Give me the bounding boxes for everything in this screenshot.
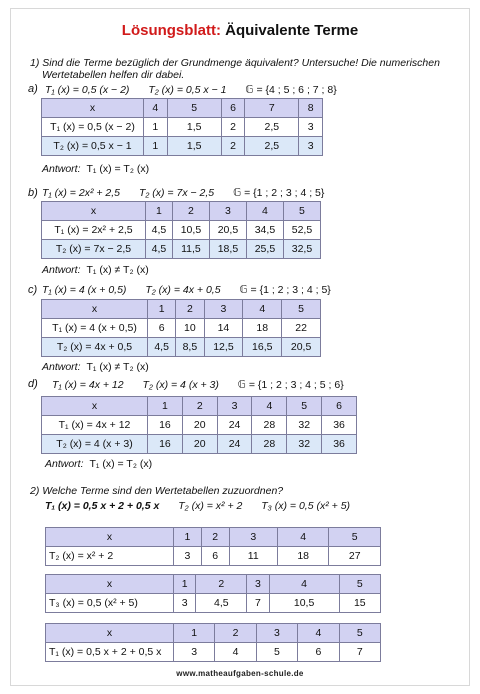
table-cell: 6 <box>298 643 339 662</box>
part-d-label: d) <box>28 378 38 390</box>
table-cell: 7 <box>245 99 299 118</box>
part-c-domain: 𝔾 = {1 ; 2 ; 3 ; 4 ; 5} <box>239 284 331 296</box>
table-cell: 36 <box>322 416 357 435</box>
table-cell: 3 <box>247 575 269 594</box>
table-cell: 1 <box>148 300 176 319</box>
part-b-t2: T₂ (x) = 7x − 2,5 <box>138 187 215 199</box>
table-row <box>46 643 381 662</box>
table-cell: 4,5 <box>148 338 176 357</box>
part-a-definitions <box>45 84 353 96</box>
table-cell: 16,5 <box>243 338 282 357</box>
table-cell: x <box>46 624 174 643</box>
task1-question: 1) Sind die Terme bezüglich der Grundmenge äquivalent? Untersuche! Die numerischen <box>30 57 440 69</box>
table-cell: 5 <box>283 202 320 221</box>
table-cell: 20,5 <box>282 338 321 357</box>
table-header-row <box>42 300 321 319</box>
table-cell: 22 <box>282 319 321 338</box>
table-cell: x <box>42 300 148 319</box>
table-cell: 12,5 <box>204 338 243 357</box>
table-row <box>42 435 357 454</box>
table-cell: 3 <box>299 137 323 156</box>
table-cell: 32 <box>287 416 322 435</box>
task2-question: 2) Welche Terme sind den Wertetabellen zuzuordnen? <box>30 485 284 497</box>
table-cell: 4 <box>243 300 282 319</box>
answer-label: Antwort: <box>42 163 81 175</box>
part-d-t2: T₂ (x) = 4 (x + 3) <box>142 379 219 391</box>
table-cell: 1,5 <box>167 118 221 137</box>
part-d-answer <box>45 458 152 470</box>
part-b-domain: 𝔾 = {1 ; 2 ; 3 ; 4 ; 5} <box>233 187 325 199</box>
row-header: T₂ (x) = 4x + 0,5 <box>42 338 148 357</box>
table-cell: 3 <box>174 547 202 566</box>
table-cell: 18 <box>277 547 329 566</box>
table-cell: 16 <box>148 435 183 454</box>
table-cell: 1 <box>148 397 183 416</box>
part-c-definitions <box>42 284 347 296</box>
table-header-row <box>46 575 381 594</box>
table-cell: 10,5 <box>269 594 339 613</box>
table-cell: 3 <box>174 594 196 613</box>
table-cell: 8 <box>299 99 323 118</box>
part-b-table <box>41 201 321 259</box>
answer-expression: T₁ (x) = T₂ (x) <box>86 163 150 175</box>
part-c-t1: T₁ (x) = 4 (x + 0,5) <box>42 284 127 296</box>
table-cell: x <box>42 397 148 416</box>
table-cell: 6 <box>322 397 357 416</box>
title-prefix: Lösungsblatt: <box>121 22 221 39</box>
table-cell: 2 <box>176 300 204 319</box>
part-d-definitions <box>52 379 360 391</box>
table-cell: 5 <box>167 99 221 118</box>
table-cell: 1,5 <box>167 137 221 156</box>
table-row <box>42 240 321 259</box>
answer-label: Antwort: <box>45 458 84 470</box>
table-cell: 4 <box>298 624 339 643</box>
part-a-label: a) <box>28 83 38 95</box>
table-row <box>46 547 381 566</box>
table-cell: 8,5 <box>176 338 204 357</box>
table-cell: 25,5 <box>246 240 283 259</box>
part-a-domain: 𝔾 = {4 ; 5 ; 6 ; 7 ; 8} <box>245 84 337 96</box>
table-cell: 4,5 <box>146 221 173 240</box>
table-cell: 1 <box>174 528 202 547</box>
table-cell: 20 <box>182 435 217 454</box>
answer-expression: T₁ (x) ≠ T₂ (x) <box>86 361 149 373</box>
table-cell: 4 <box>215 643 256 662</box>
table-row <box>46 594 381 613</box>
part-d-table <box>41 396 357 454</box>
part-c-answer <box>42 361 149 373</box>
table-cell: 52,5 <box>283 221 320 240</box>
table-header-row <box>42 397 357 416</box>
table-cell: 4 <box>144 99 168 118</box>
task1-question-line2: Wertetabellen helfen dir dabei. <box>42 69 185 81</box>
table-cell: 20 <box>182 416 217 435</box>
table-cell: 4 <box>246 202 283 221</box>
table-cell: 32,5 <box>283 240 320 259</box>
table-cell: x <box>42 202 146 221</box>
table-cell: 24 <box>217 416 252 435</box>
table-cell: 1 <box>144 118 168 137</box>
table-cell: 32 <box>287 435 322 454</box>
table-row <box>42 118 323 137</box>
footer-url: www.matheaufgaben-schule.de <box>176 669 304 678</box>
table-cell: 2,5 <box>245 137 299 156</box>
task2-table-2 <box>45 574 381 613</box>
part-a-table <box>41 98 323 156</box>
table-cell: 3 <box>256 624 297 643</box>
part-b-t1: T₁ (x) = 2x² + 2,5 <box>42 187 121 199</box>
table-cell: 14 <box>204 319 243 338</box>
table-cell: 5 <box>256 643 297 662</box>
table-cell: 1 <box>144 137 168 156</box>
table-cell: 27 <box>329 547 381 566</box>
table-cell: 3 <box>209 202 246 221</box>
table-cell: 2 <box>182 397 217 416</box>
table-cell: 3 <box>174 643 215 662</box>
part-b-label: b) <box>28 187 38 199</box>
table-header-row <box>46 528 381 547</box>
table-row <box>42 338 321 357</box>
part-c-label: c) <box>28 284 38 296</box>
row-header: T₁ (x) = 0,5 x + 2 + 0,5 x <box>46 643 174 662</box>
part-a-answer <box>42 163 149 175</box>
table-cell: 2 <box>201 528 229 547</box>
table-cell: 4 <box>277 528 329 547</box>
row-header: T₁ (x) = 4 (x + 0,5) <box>42 319 148 338</box>
table-cell: 2 <box>172 202 209 221</box>
table-cell: 28 <box>252 416 287 435</box>
answer-label: Antwort: <box>42 264 81 276</box>
answer-expression: T₁ (x) = T₂ (x) <box>89 458 153 470</box>
table-cell: 15 <box>339 594 380 613</box>
part-d-domain: 𝔾 = {1 ; 2 ; 3 ; 4 ; 5 ; 6} <box>237 379 344 391</box>
table-cell: 5 <box>339 575 380 594</box>
table-cell: 5 <box>339 624 380 643</box>
table-header-row <box>42 99 323 118</box>
part-b-definitions <box>42 187 340 199</box>
task2-t1: T₁ (x) = 0,5 x + 2 + 0,5 x <box>45 500 160 512</box>
table-cell: 2,5 <box>245 118 299 137</box>
row-header: T₃ (x) = 0,5 (x² + 5) <box>46 594 174 613</box>
table-cell: 4,5 <box>196 594 247 613</box>
table-cell: 24 <box>217 435 252 454</box>
table-cell: 4 <box>269 575 339 594</box>
table-cell: 36 <box>322 435 357 454</box>
part-a-t1: T₁ (x) = 0,5 (x − 2) <box>45 84 130 96</box>
answer-label: Antwort: <box>42 361 81 373</box>
table-cell: 5 <box>282 300 321 319</box>
table-cell: 3 <box>204 300 243 319</box>
table-row <box>42 319 321 338</box>
title-main: Äquivalente Terme <box>225 22 359 39</box>
table-cell: 28 <box>252 435 287 454</box>
table-header-row <box>46 624 381 643</box>
task2-definitions <box>45 500 366 512</box>
table-cell: 1 <box>174 575 196 594</box>
part-a-t2: T₂ (x) = 0,5 x − 1 <box>148 84 227 96</box>
table-cell: 4 <box>252 397 287 416</box>
row-header: T₁ (x) = 4x + 12 <box>42 416 148 435</box>
table-row <box>42 137 323 156</box>
table-cell: 2 <box>221 137 245 156</box>
table-cell: 18 <box>243 319 282 338</box>
row-header: T₁ (x) = 2x² + 2,5 <box>42 221 146 240</box>
table-cell: 4,5 <box>146 240 173 259</box>
table-cell: 10,5 <box>172 221 209 240</box>
table-cell: 6 <box>148 319 176 338</box>
part-c-table <box>41 299 321 357</box>
table-cell: 3 <box>229 528 277 547</box>
part-c-t2: T₂ (x) = 4x + 0,5 <box>145 284 221 296</box>
row-header: T₂ (x) = x² + 2 <box>46 547 174 566</box>
table-cell: 18,5 <box>209 240 246 259</box>
task2-table-3 <box>45 623 381 662</box>
table-cell: 6 <box>201 547 229 566</box>
task2-table-1 <box>45 527 381 566</box>
answer-expression: T₁ (x) ≠ T₂ (x) <box>86 264 149 276</box>
table-cell: 5 <box>329 528 381 547</box>
row-header: T₂ (x) = 0,5 x − 1 <box>42 137 144 156</box>
table-cell: 1 <box>174 624 215 643</box>
table-row <box>42 416 357 435</box>
row-header: T₂ (x) = 7x − 2,5 <box>42 240 146 259</box>
table-cell: 3 <box>217 397 252 416</box>
table-cell: 3 <box>299 118 323 137</box>
task2-t2: T₂ (x) = x² + 2 <box>178 500 243 512</box>
table-cell: 11 <box>229 547 277 566</box>
table-cell: 20,5 <box>209 221 246 240</box>
row-header: T₂ (x) = 4 (x + 3) <box>42 435 148 454</box>
table-cell: x <box>46 575 174 594</box>
table-cell: 10 <box>176 319 204 338</box>
table-cell: 5 <box>287 397 322 416</box>
table-cell: 1 <box>146 202 173 221</box>
task2-t3: T₃ (x) = 0,5 (x² + 5) <box>261 500 351 512</box>
table-cell: x <box>46 528 174 547</box>
table-cell: 34,5 <box>246 221 283 240</box>
page-title <box>0 22 480 39</box>
table-cell: 6 <box>221 99 245 118</box>
table-cell: 7 <box>247 594 269 613</box>
table-row <box>42 221 321 240</box>
row-header: T₁ (x) = 0,5 (x − 2) <box>42 118 144 137</box>
table-cell: 7 <box>339 643 380 662</box>
part-b-answer <box>42 264 149 276</box>
table-cell: 2 <box>221 118 245 137</box>
table-header-row <box>42 202 321 221</box>
table-cell: 11,5 <box>172 240 209 259</box>
table-cell: 2 <box>196 575 247 594</box>
table-cell: x <box>42 99 144 118</box>
part-d-t1: T₁ (x) = 4x + 12 <box>52 379 124 391</box>
table-cell: 16 <box>148 416 183 435</box>
table-cell: 2 <box>215 624 256 643</box>
